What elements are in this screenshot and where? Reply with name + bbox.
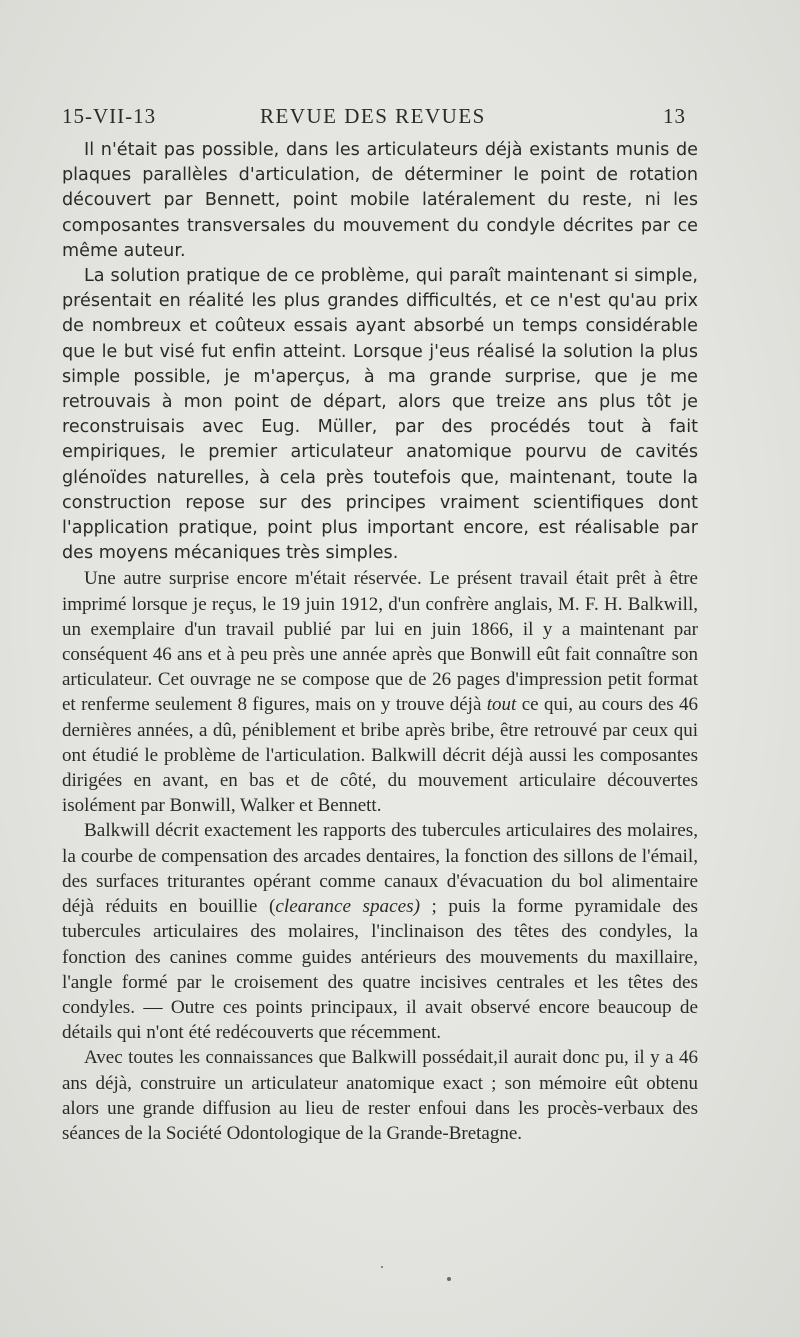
paragraph-1: Il n'était pas possible, dans les articulateurs déjà existants munis de plaques parallèles d'articulation, de déterminer le point de rotation découvert par Bennett, point mobile latéralement du reste, ni les composantes transversales du mouvement du condyle décrites par ce même auteur. xyxy=(62,140,698,261)
print-speck xyxy=(381,1266,383,1268)
issue-date: 15-VII-13 xyxy=(62,104,157,128)
paragraph-2: La solution pratique de ce problème, qui paraît maintenant si simple, présentait en réalité les plus grandes difficultés, et ce n'est qu'au prix de nombreux et coûteux essais ayant absorbé un temps considérable que le but visé fut enfin atteint. Lorsque j'eus réalisé la solution la plus simple possible, je m'aperçus, à ma grande surprise, que je me retrouvais à mon point de départ, alors que treize ans plus tôt je reconstruisais avec Eug. Müller, par des procédés tout à fait empiriques, le premier articulateur anatomique pourvu de cavités glénoïdes naturelles, à cela près toutefois que, maintenant, toute la construction repose sur des principes vraiment scientifiques dont l'application pratique, point plus important encore, est réalisable par des moyens mécaniques très simples. xyxy=(62,266,698,564)
running-header xyxy=(62,104,686,134)
paragraph-3 xyxy=(62,566,698,818)
article-body xyxy=(62,138,698,1146)
journal-title: REVUE DES REVUES xyxy=(260,104,486,128)
paragraph-4-text-b: ; puis la forme pyramidale des tubercules articulaires des molaires, l'inclinaison des têtes des condyles, la fonction des canines comme guides antérieurs des mouvements du maxillaire, l'angle formé par le croisement des quatre incisives centrales et les têtes des condyles. — Outre ces points principaux, il avait observé encore beaucoup de détails qui n'ont été redécouverts que récemment. xyxy=(62,896,698,1044)
print-speck xyxy=(447,1277,451,1281)
paragraph-3-text-a: Une autre surprise encore m'était réservée. Le présent travail était prêt à être imprimé lorsque je reçus, le 19 juin 1912, d'un confrère anglais, M. F. H. Balkwill, un exemplaire d'un travail publié par lui en juin 1866, il y a maintenant par conséquent 46 ans et à peu près une année après que Bonwill eût fait connaître son articulateur. Cet ouvrage ne se compose que de 26 pages d'impression petit format et renferme seulement 8 figures, mais on y trouve déjà xyxy=(62,568,698,716)
paragraph-4-text-a: Balkwill décrit exactement les rapports des tubercules articulaires des molaires, la courbe de compensation des arcades dentaires, la fonction des sillons de l'émail, des surfaces triturantes opérant comme canaux d'évacuation du bol alimentaire déjà réduits en bouillie ( xyxy=(62,820,698,918)
paragraph-4-emphasis: clearance spaces) xyxy=(275,896,421,918)
paragraph-3-emphasis: tout xyxy=(486,694,517,716)
page-number: 13 xyxy=(663,104,686,128)
paragraph-3-text-b: ce qui, au cours des 46 dernières années, a dû, péniblement et bribe après bribe, être retrouvé par ceux qui ont étudié le problème de l'articulation. Balkwill décrit déjà aussi les composantes dirigées en avant, en bas et de côté, du mouvement articulaire découvertes isolément par Bonwill, Walker et Bennett. xyxy=(62,694,698,817)
paragraph-5: Avec toutes les connaissances que Balkwill possédait,il aurait donc pu, il y a 46 ans déjà, construire un articulateur anatomique exact ; son mémoire eût obtenu alors une grande diffusion au lieu de rester enfoui dans les procès-verbaux des séances de la Société Odontologique de la Grande-Bretagne. xyxy=(62,1047,698,1144)
paragraph-4 xyxy=(62,818,698,1045)
